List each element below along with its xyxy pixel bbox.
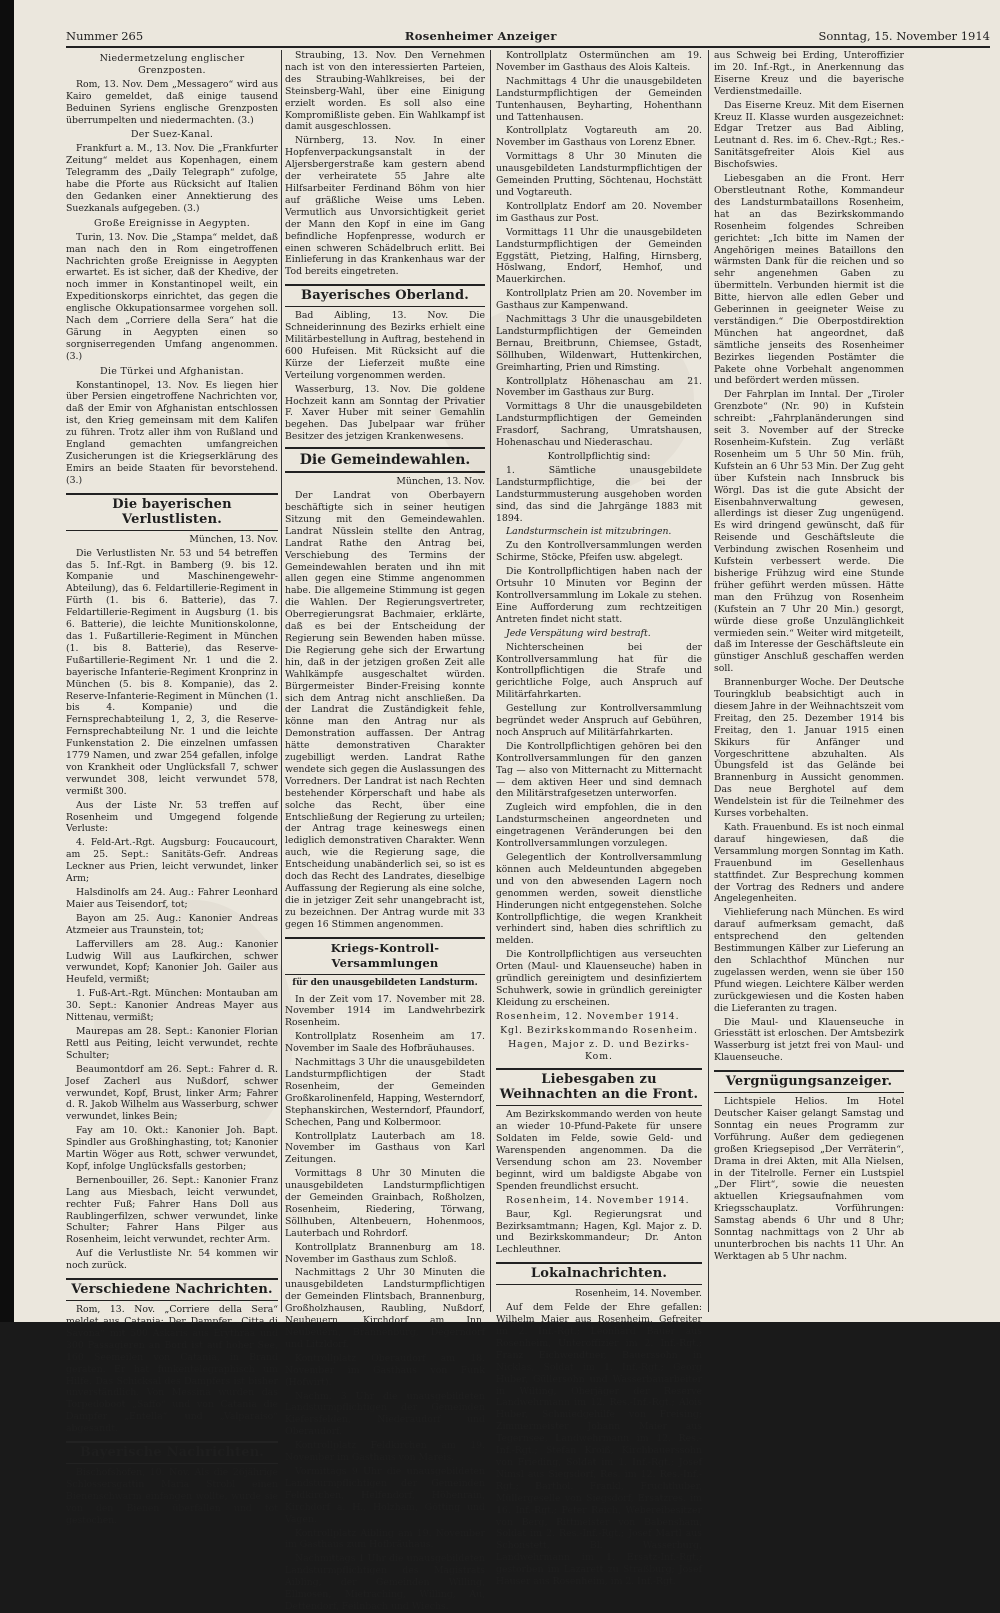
masthead: Rosenheimer Anzeiger — [404, 29, 557, 43]
rule-item: Landsturmschein ist mitzubringen. — [506, 526, 672, 538]
article-body: Konstantinopel, 13. Nov. Es liegen hier über Persien eingetroffene Nachrichten vor, daß der Emir von Afghanistan entschlossen ist, den Krieg gemeinsam mit dem Kalifen zu führen. Trotz aller ihm von Rußland und England gemachten umfangreichen Zusicherungen ist die Kriegserklärung des Emirs an beide Staaten für bevorstehend. (3.) — [66, 379, 278, 486]
schedule-entry: Nachmittags 1 Uhr die unausgebildeten Landsturmpflichtigen des Magistrats Aibling, der Gemeinden Willing, Ellmosen, Mietraching, Willing, Au, Dettendorf, Feilnbach und Wiechs. — [285, 1553, 485, 1612]
article-body: Frankfurt a. M., 13. Nov. Die „Frankfurter Zeitung“ meldet aus Kopenhagen, einem Telegramm des „Daily Telegraph“ zufolge, habe die Pforte aus Rücksicht auf Italien den Gedanken einer Annektierung des Suezkanals aufgegeben. (3.) — [66, 143, 278, 214]
schedule-entry: Vormittags 8 Uhr 30 Minuten die unausgebildeten Landsturmpflichtigen der Gemeinden Prutting, Söchtenau, Hochstätt und Vogtareuth. — [496, 151, 702, 198]
article-body: Auf dem Felde der Ehre gefallen: Wilhelm Maier aus Rosenheim, Gefreiter im 2. Inf.-Rgt.; Leonhard Bauer aus Rosenheim, Unteroffizier im 2. Inf.-Rgt.; Franz Eichwendtner, Bauerssohn in Nicklas, Soldat im 1. Inf.-Rgt.; Georg Huber, Güllersohn und Wasserbauarbeiter in Wilting, Oberjäger der Reserve Landwehrmann im 12. Res.-Inf.-Rgt.; Alois Huber, Schmiedgehilfe von Freising; Zimmermeister Johann Maier aus Tegernsee, Landwehrmann im 12. Res.-Inf.-Rgt.; Stefan Kroiß, Kirchbauerssohn von Frieding, Soldat im 1. Inf.-Rgt.; Josef Nimsl aus Siegsdorf, Res. im 12. Res.-Inf.-Rgt.; Barthol. Frankl, Fruchthuber, Müllergeselle von Siegsdorf, Ersatzres. im 16. Inf.-Rgt.; Peter Reich, Webereibesitzer von Berg, Rittmeister von Babensham, Soldat im 2. Res.-Inf.-Rgt.; Josef Martl aus Schonstett, Bl. Wasserburg, Landwehrmann im 1. Ersatz-Inf.-Rgt.; gestorben im Lazarett zu Straßburg; Josef Hauser aus Rosenheim, im 2. Inf.-Rgt. — [496, 1302, 702, 1588]
header-rule — [66, 46, 990, 48]
adjacent-page-fragment — [1, 0, 13, 1322]
signoff-place-date: Rosenheim, 14. November 1914. — [506, 1194, 690, 1206]
rule-item: Die Kontrollpflichtigen haben nach der Ortsuhr 10 Minuten vor Beginn der Kontrollversammlung im Lokale zu stehen. Eine Aufforderung zum rechtzeitigen Antreten findet nicht statt. — [496, 566, 702, 625]
section-heading-bayerische: Bayerische Nachrichten. — [66, 1441, 278, 1464]
schedule-entry: Kontrollplatz Höhenaschau am 21. November im Gasthaus zur Burg. — [496, 375, 702, 399]
article-body: Aus der Liste Nr. 53 treffen auf Rosenheim und Umgegend folgende Verluste: — [66, 799, 278, 835]
article-body: Auf die Verlustliste Nr. 54 kommen wir noch zurück. — [66, 1248, 278, 1272]
schedule-entry: Nachmittags 2 Uhr 30 Minuten die unausgebildeten Landsturmpflichtigen der Gemeinden Flintsbach, Brannenburg, Großholzhausen, Raubling, Nußdorf, Neubeuern, Kirchdorf am Inn, Neubeuern, Brannenburg, Degerndorf und Litzldorf. — [285, 1267, 485, 1350]
schedule-entry: Vormittags 11 Uhr die unausgebildeten Landsturmpflichtigen der Gemeinden Eggstätt, Pietzing, Halfing, Hirnsberg, Höslwang, Endorf, Hemhof, und Mauerkirchen. — [496, 226, 702, 286]
signoff-name: Hagen, Major z. D. und Bezirks-Kom. — [508, 1038, 690, 1062]
schedule-entry: Kontrollplatz Lauterbach am 18. November im Gasthaus von Karl Zeitungen. — [285, 1130, 485, 1166]
casualty-entry: 4. Feld-Art.-Rgt. Augsburg: Foucaucourt, am 25. Sept.: Sanitäts-Gefr. Andreas Leckner aus Prien, leicht verwundet, linker Arm; — [66, 837, 278, 885]
section-heading-verlustlisten: Die bayerischen Verlustlisten. — [66, 493, 278, 531]
schedule-entry: Nachmittags 3 Uhr die unausgebildeten Landsturmpflichtigen der Stadt Rosenheim, der Gemeinden Großkarolinenfeld, Happing, Westerndorf, Stephanskirchen, Westerndorf, Pfaundorf, Schechen, Pang und Kolbermoor. — [285, 1057, 485, 1128]
rule-item: Jede Verspätung wird bestraft. — [506, 627, 651, 639]
article-body: Wasserburg, 13. Nov. Die goldene Hochzeit kann am Sonntag der Privatier F. Xaver Huber mit seiner Gemahlin begehen. Das Jubelpaar war früher Besitzer des jetzigen Krankenwesens. — [285, 383, 485, 443]
article-body: aus Schweig bei Erding, Unteroffizier im 20. Inf.-Rgt., in Anerkennung das Eiserne Kreuz und die bayerische Verdienstmedaille. — [714, 50, 904, 97]
article-body: Die Verlustlisten Nr. 53 und 54 betreffen das 5. Inf.-Rgt. in Bamberg (9. bis 12. Kompanie und Maschinengewehr-Abteilung), das 6. Feldartillerie-Regiment in Fürth (1. bis 6. Batterie), das 7. Feldartillerie-Regiment in Augsburg (1. bis 6. Batterie), die leichte Munitionskolonne, das 1. Fußartillerie-Regiment in München (1. bis 8. Batterie), das Reserve-Fußartillerie-Regiment Nr. 1 und die 2. bayerische Infanterie-Regiment Kronprinz in München (5. bis 8. Kompanie), das 2. Reserve-Infanterie-Regiment in München (1. bis 4. Kompanie) und die Fernsprechabteilung 1, 2, 3, die Reserve-Fernsprechabteilung Nr. 1 und die leichte Funkenstation 2. Die einzelnen umfassen 1779 Namen, und zwar 254 gefallen, infolge von Krankheit oder Unglücksfall 7, schwer verwundet 308, leicht verwundet 578, vermißt 300. — [66, 547, 278, 797]
rule-item: Gestellung zur Kontrollversammlung begründet weder Anspruch auf Gebühren, noch Anspruch auf Militärfahrkarten. — [496, 703, 702, 738]
column-rule — [281, 50, 282, 1312]
schedule-entry: Kontrollplatz Prien am 20. November im Gasthaus zur Kampenwand. — [496, 288, 702, 312]
article-body: Baur, Kgl. Regierungsrat und Bezirksamtmann; Hagen, Kgl. Major z. D. und Bezirkskommandeur; Dr. Anton Lechleuthner. — [496, 1208, 702, 1256]
page-number: Nummer 265 — [66, 29, 144, 43]
article-body: In der Zeit vom 17. November mit 28. November 1914 im Landwehrbezirk Rosenheim. — [285, 993, 485, 1029]
column-3 — [496, 50, 702, 1588]
schedule-entry: Vormittags 8 Uhr 30 Minuten die unausgebildeten Landsturmpflichtigen der Gemeinden Grainbach, Roßholzen, Rosenheim, Riedering, Törwang, Söllhuben, Altenbeuern, Hohenmoos, Lauterbach und Rohrdorf. — [285, 1168, 485, 1239]
rule-item: Gelegentlich der Kontrollversammlung können auch Meldeuntunden abgegeben und von den abwesenden Lagern noch genommen werden, soweit dienstliche Hinderungen nicht entgegenstehen. Solche Kontrollpflichtige, die wegen Krankheit verhindert sind, haben dies schriftlich zu melden. — [496, 852, 702, 947]
dateline: München, 13. Nov. — [189, 533, 278, 545]
schedule-entry: Nachmittags 3 Uhr die unausgebildeten Landsturmpflichtigen der Gemeinden Bernau, Breitbrunn, Chiemsee, Gstadt, Söllhuben, Wildenwart, Huttenkirchen, Greimharting, Prien und Rimsting. — [496, 314, 702, 373]
schedule-entry: Kontrollplatz Oberaudorf am 18. November im Gasthaus von Funk (Hofwirt). — [285, 1352, 485, 1388]
schedule-entry: Vormittags 9 Uhr die unausgebildeten Landsturmpflichtigen der Gemeinden Feldkirchen, Helfendorf, Höhenrain, Kirchdorf a. H., Holzham, Götting und Vagen. — [285, 1465, 485, 1525]
article-body: Bad Aibling, 13. Nov. Die Schneiderinnung des Bezirks erhielt eine Militärbestellung in Auftrag, bestehend in 600 Hufeisen. Mit Rücksicht auf die Kürze der Lieferzeit mußte eine Verteilung vorgenommen werden. — [285, 310, 485, 381]
casualty-entry: Bernenbouiller, 26. Sept.: Kanonier Franz Lang aus Miesbach, leicht verwundet, rechter Fuß; Fahrer Hans Doll aus Raublingerfilzen, schwer verwundet, linke Schulter; Fahrer Hans Pilger aus Rosenheim, leicht verwundet, rechter Arm. — [66, 1174, 278, 1246]
rule-item: Die Kontrollpflichtigen gehören bei den Kontrollversammlungen für den ganzen Tag — also von Mitternacht zu Mitternacht — dem aktiven Heer und sind demnach den Militärstrafgesetzen unterworfen. — [496, 740, 702, 800]
article-headline: Die Türkei und Afghanistan. — [100, 365, 244, 377]
section-heading-vergnuegungsanzeiger: Vergnügungsanzeiger. — [714, 1070, 904, 1093]
column-1 — [66, 50, 278, 1526]
page-header — [66, 28, 990, 44]
casualty-entry: 1. Fuß-Art.-Rgt. München: Montauban am 30. Sept.: Kanonier Andreas Mayer aus Nittenau, vermißt; — [66, 988, 278, 1024]
signoff-place-date: Rosenheim, 12. November 1914. — [496, 1010, 680, 1022]
column-rule — [708, 50, 709, 1312]
casualty-entry: Halsdinolfs am 24. Aug.: Fahrer Leonhard Maier aus Teisendorf, tot; — [66, 887, 278, 910]
scan-left-edge — [0, 0, 14, 1322]
article-body: Rom, 13. Nov. Dem „Messagero“ wird aus Kairo gemeldet, daß einige tausend Beduinen Syriens englische Grenzposten überrumpelten und niedermachten. (3.) — [66, 78, 278, 126]
schedule-entry: Kontrollplatz Brannenburg am 18. November im Gasthaus zum Schloß. — [285, 1241, 485, 1265]
article-body: Turin, 13. Nov. Die „Stampa“ meldet, daß man nach den in Rom eingetroffenen Nachrichten große Ereignisse in Aegypten erwartet. Es ist sicher, daß der Khedive, der noch immer in Konstantinopel weilt, ein Expeditionskorps einrichtet, das gegen die englische Okkupationsarmee vorgehen soll. Nach dem „Corriere della Sera“ hat die Gärung in Aegypten einen so sorgniserregenden Umfang angenommen. (3.) — [66, 231, 278, 362]
article-body: Straubing, 13. Nov. Den Vernehmen nach ist von den interessierten Parteien, des Straubing-Wahlkreises, bei der Steinsberg-Wahl, über eine Einigung erzielt worden. Es soll also eine Kompromißliste geben. Ein Wahlkampf ist damit ausgeschlossen. — [285, 50, 485, 133]
article-body: Rom, 13. Nov. „Corriere della Sera“ meldet aus Catania: Der Dampfer „Citta di Savona“ mit 500 Askaris aus Erythräa und 300 Passagieren an Bord ist auf hoher See, 160 Seemeilen von Catania, in Brand geraten. Er hat funkentelegraphisch um Hilfe. Das Schicksal des Dampfers ist bisher unverständlich. Von Messina wurden das Torpedoboot „Saffo“ und von Catania die Dampfer „Entella“ und „Valparaiso“ abgesandt. — [66, 1304, 278, 1435]
article-body: Der Landrat von Oberbayern beschäftigte sich in seiner heutigen Sitzung mit den Gemeindewahlen. Landrat Nüsslein stellte den Antrag, Landrat Rathe den Antrag bei, Verschiebung des Termins der Gemeindewahlen beraten und ihn mit allen gegen eine Stimme angenommen habe. Die allgemeine Stimmung ist gegen die Wahlen. Der Regierungsvertreter, Oberregierungsrat Bachmaier, erklärte, daß es bei der Entscheidung der Regierung sein Bewenden haben müsse. Die Regierung gehe sich der Erwartung hin, daß in der jetzigen großen Zeit alle Wahlkämpfe ausgeschaltet würden. Bürgermeister Binder-Freising konnte sich dem Antrag nicht anschließen. Da der Landrat die Zuständigkeit fehle, könne man den Antrag nur als Demonstration auffassen. Der Antrag hätte demonstrativen Charakter zugebilligt werden. Landrat Rathe wendete sich gegen die Auslassungen des Vorredners. Der Landrat ist nach Rechten bestehender Körperschaft und habe als solche das Recht, über eine Entschließung der Regierung zu urteilen; der Antrag trage keineswegs einen lediglich demonstrativen Charakter. Wenn auch, wie die Regierung sage, die Entscheidung unabänderlich sei, so ist es doch das Recht des Landrates, dieselbige Auffassung der Regierung als eine solche, die in jetziger Zeit sehr unangebracht ist, zu bezeichnen. Der Antrag wurde mit 33 gegen 16 Stimmen angenommen. — [285, 490, 485, 930]
article-headline: Große Ereignisse in Aegypten. — [93, 217, 251, 229]
article-body: Brannenburger Woche. Der Deutsche Touringklub beabsichtigt auch in diesem Jahre in der Weihnachtszeit vom Freitag, den 25. Dezember 1914 bis Freitag, den 1. Januar 1915 einen Skikurs für Anfänger und Vorgeschrittene abzuhalten. Als Übungsfeld ist das Gelände bei Brannenburg in Aussicht genommen. Das neue Berghotel auf dem Wendelstein ist für die Teilnehmer des Kurses vorbehalten. — [714, 677, 904, 820]
casualty-entry: Maurepas am 28. Sept.: Kanonier Florian Rettl aus Peiting, leicht verwundet, rechte Schulter; — [66, 1025, 278, 1061]
schedule-entry: Kontrollplatz Rosenheim am 17. November im Saale des Hofbräuhauses. — [285, 1031, 485, 1055]
article-body: Liebesgaben an die Front. Herr Oberstleutnant Rothe, Kommandeur des Landsturmbataillons Rosenheim, hat an das Bezirkskommando Rosenheim folgendes Schreiben gerichtet: „Ich bitte im Namen der Angehörigen meines Bataillons den wärmsten Dank für die reichen und so sehr angenehmen Gaben zu übermitteln. Verbunden hiermit ist die Bitte, hiervon alle edlen Geber und Geberinnen in geeigneter Weise zu verständigen.“ Die Oberpostdirektion München hat angeordnet, daß sämtliche jenseits des Rosenheimer Bezirkes liegenden Postämter die Pakete ohne Vorbehalt angenommen und befördert werden müssen. — [714, 173, 904, 387]
list-heading: Kontrollpflichtig sind: — [547, 451, 651, 462]
article-body: Viehlieferung nach München. Es wird darauf aufmerksam gemacht, daß entsprechend den geltenden Bestimmungen Kälber zur Lieferung an den Schlachthof München nur zugelassen werden, wenn sie über 150 Pfund wiegen. Leichtere Kälber werden zurückgewiesen und die Kosten haben die Lieferanten zu tragen. — [714, 907, 904, 1014]
schedule-entry: Kontrollplatz Vogtareuth am 20. November im Gasthaus von Lorenz Ebner. — [496, 125, 702, 149]
section-heading-verschiedene: Verschiedene Nachrichten. — [66, 1278, 278, 1301]
signoff-office: Kgl. Bezirkskommando Rosenheim. — [500, 1024, 698, 1036]
schedule-entry: Kontrollplatz Aibling am 19. November im Gasthaus zum Hofbräuhaus. — [285, 1527, 485, 1551]
rule-item: 1. Sämtliche unausgebildete Landsturmpflichtige, die bei der Landsturmmusterung ausgehoben worden sind, das sind die Jahrgänge 1883 mit 1894. — [496, 464, 702, 524]
newspaper-page — [14, 0, 1000, 1612]
section-heading-gemeindewahlen: Die Gemeindewahlen. — [285, 447, 485, 473]
section-heading-oberland: Bayerisches Oberland. — [285, 284, 485, 307]
article-body: Lichtspiele Helios. Im Hotel Deutscher Kaiser gelangt Samstag und Sonntag ein neues Programm zur Vorführung. Außer dem gediegenen großen Kriegsepisod „Der Verräterin“, Drama in drei Akten, mit Alla Nielsen, in der Titelrolle. Ferner ein Lustspiel „Der Flirt“, sowie die neuesten aktuellen Kriegsaufnahmen vom Kriegsschauplatz. Vorführungen: Samstag abends 6 Uhr und 8 Uhr; Sonntag nachmittags von 2 Uhr ab ununterbrochen bis nachts 11 Uhr. An Werktagen ab 5 Uhr nachm. — [714, 1096, 904, 1262]
casualty-entry: Laffervillers am 28. Aug.: Kanonier Ludwig Will aus Laufkirchen, schwer verwundet, Kopf; Kanonier Joh. Gailer aus Heufeld, vermißt; — [66, 938, 278, 986]
schedule-entry: Nachm. 3 Uhr die unausgebildeten Landsturmpflichtigen der Gemeinden Kiefersfelden, Niederaudorf und Oberaudorf. — [285, 1390, 485, 1438]
casualty-entry: Fay am 10. Okt.: Kanonier Joh. Bapt. Spindler aus Großhinghasting, tot; Kanonier Martin Wöger aus Rott, schwer verwundet, Kopf, infolge Unglücksfalls gestorben; — [66, 1125, 278, 1172]
schedule-entry: Kontrollplatz Feldkirchen am 19. November im Gasthaus von Mareis. — [285, 1440, 485, 1464]
schedule-entry: Nachmittags 4 Uhr die unausgebildeten Landsturmpflichtigen der Gemeinden Tuntenhausen, Beyharting, Hohenthann und Tattenhausen. — [496, 75, 702, 123]
article-body: Die Maul- und Klauenseuche in Griesstätt ist erloschen. Der Amtsbezirk Wasserburg ist jetzt frei von Maul- und Klauenseuche. — [714, 1016, 904, 1064]
column-rule — [490, 50, 491, 1312]
section-heading-liebesgaben: Liebesgaben zu Weihnachten an die Front. — [496, 1068, 702, 1106]
article-headline: Der Suez-Kanal. — [130, 129, 214, 141]
article-body: Nürnberg, 13. Nov. In einer Hopfenverpackungsanstalt in der Aljersbergerstraße kam gestern abend der verheiratete 55 Jahre alte Hilfsarbeiter Ferdinand Böhm von hier auf gräßliche Weise ums Leben. Vermutlich aus Unvorsichtigkeit geriet der Mann den Kopf in eine im Gang befindliche Hopfenpresse, wodurch er einen schweren Schädelbruch erlitt. Bei Einlieferung in das Krankenhaus war der Tod bereits eingetreten. — [285, 135, 485, 278]
rule-item: Die Kontrollpflichtigen aus verseuchten Orten (Maul- und Klauenseuche) haben in gründlich gereinigtem und desinfiziertem Schuhwerk, sowie in gründlich gereinigter Kleidung zu erscheinen. — [496, 949, 702, 1008]
rule-item: Nichterscheinen bei der Kontrollversammlung hat für die Kontrollpflichtigen die Strafe und gerichtliche Folge, auch Anspruch auf Militärfahrkarten. — [496, 641, 702, 701]
section-subheading: für den unausgebildeten Landsturm. — [292, 977, 478, 988]
schedule-entry: Vormittags 8 Uhr die unausgebildeten Landsturmpflichtigen der Gemeinden Frasdorf, Sachrang, Umratshausen, Hohenaschau und Niederaschau. — [496, 401, 702, 449]
article-body: Kath. Frauenbund. Es ist noch einmal darauf hingewiesen, daß die Versammlung morgen Sonntag im Kath. Frauenbund im Gesellenhaus stattfindet. Zur Besprechung kommen der Vortrag des Redners und andere Angelegenheiten. — [714, 822, 904, 905]
rule-item: Zugleich wird empfohlen, die in den Landsturmscheinen angeordneten und eingetragenen Veränderungen bei den Kontrollversammlungen vorzulegen. — [496, 802, 702, 850]
section-heading-kontroll: Kriegs-Kontroll-Versammlungen — [285, 937, 485, 975]
section-heading-lokalnachrichten: Lokalnachrichten. — [496, 1262, 702, 1285]
column-4 — [714, 50, 904, 1312]
article-body: Der Fahrplan im Inntal. Der „Tiroler Grenzbote“ (Nr. 90) in Kufstein schreibt: „Fahrplanänderungen sind seit 3. November auf der Strecke Rosenheim-Kufstein. Zug verläßt Rosenheim um 5 Uhr 50 Min. früh, Kufstein an 6 Uhr 53 Min. Der Zug geht über Kufstein nach Innsbruck bis Wörgl. Das ist die gute Absicht der Eisenbahnverwaltung gewesen, allerdings ist dieser Zug ungenügend. Es wird dringend gewünscht, daß für Reisende und Geschäftsleute die Verbindung zwischen Rosenheim und Kufstein verbessert werde. Die bisherige Frühzug wird eine Stunde früher geführt werden müssen. Hätte man den Frühzug von Rosenheim (Kufstein an 7 Uhr 20 Min.) gesorgt, würde diese große Unzulänglichkeit vermieden sein.“ Weiter wird mitgeteilt, daß im Interesse der Geschäftsleute ein günstiger Anschluß geschaffen werden soll. — [714, 389, 904, 675]
dateline: München, 13. Nov. — [396, 476, 485, 488]
article-headline: Niedermetzelung englischer Grenzposten. — [99, 53, 245, 76]
rule-item: Zu den Kontrollversammlungen werden Schirme, Stöcke, Pfeifen usw. abgelegt. — [496, 540, 702, 564]
dateline: Rosenheim, 14. November. — [575, 1288, 702, 1300]
article-body: Bischofshofen, 10. Nov. Als die 26jährige Schlossersgattin Maria Strobl einen Bienenschwarm einfangen wollte, wurde sie von den Bienen überfallen und tot gestochen. — [66, 1467, 278, 1526]
issue-date: Sonntag, 15. November 1914 — [818, 29, 990, 43]
article-body: Das Eiserne Kreuz. Mit dem Eisernen Kreuz II. Klasse wurden ausgezeichnet: Edgar Tretzer aus Bad Aibling, Leutnant d. Res. im 6. Chev.-Rgt.; Res.-Sanitätsgefreiter Alois Kiel aus Bischofswies. — [714, 99, 904, 171]
casualty-entry: Beaumontdorf am 26. Sept.: Fahrer d. R. Josef Zacherl aus Nußdorf, schwer verwundet, Kopf, Brust, linker Arm; Fahrer d. R. Jakob Wilhelm aus Wasserburg, schwer verwundet, linkes Bein; — [66, 1063, 278, 1123]
column-2 — [285, 50, 485, 1612]
article-body: Am Bezirkskommando werden von heute an wieder 10-Pfund-Pakete für unsere Soldaten im Felde, sowie Geld- und Warenspenden angenommen. Da die Versendung schon am 23. November beginnt, wird um baldigste Abgabe von Spenden freundlichst ersucht. — [496, 1109, 702, 1192]
casualty-entry: Bayon am 25. Aug.: Kanonier Andreas Atzmeier aus Traunstein, tot; — [66, 912, 278, 936]
schedule-entry: Kontrollplatz Ostermünchen am 19. November im Gasthaus des Alois Kalteis. — [496, 50, 702, 73]
schedule-entry: Kontrollplatz Endorf am 20. November im Gasthaus zur Post. — [496, 200, 702, 224]
